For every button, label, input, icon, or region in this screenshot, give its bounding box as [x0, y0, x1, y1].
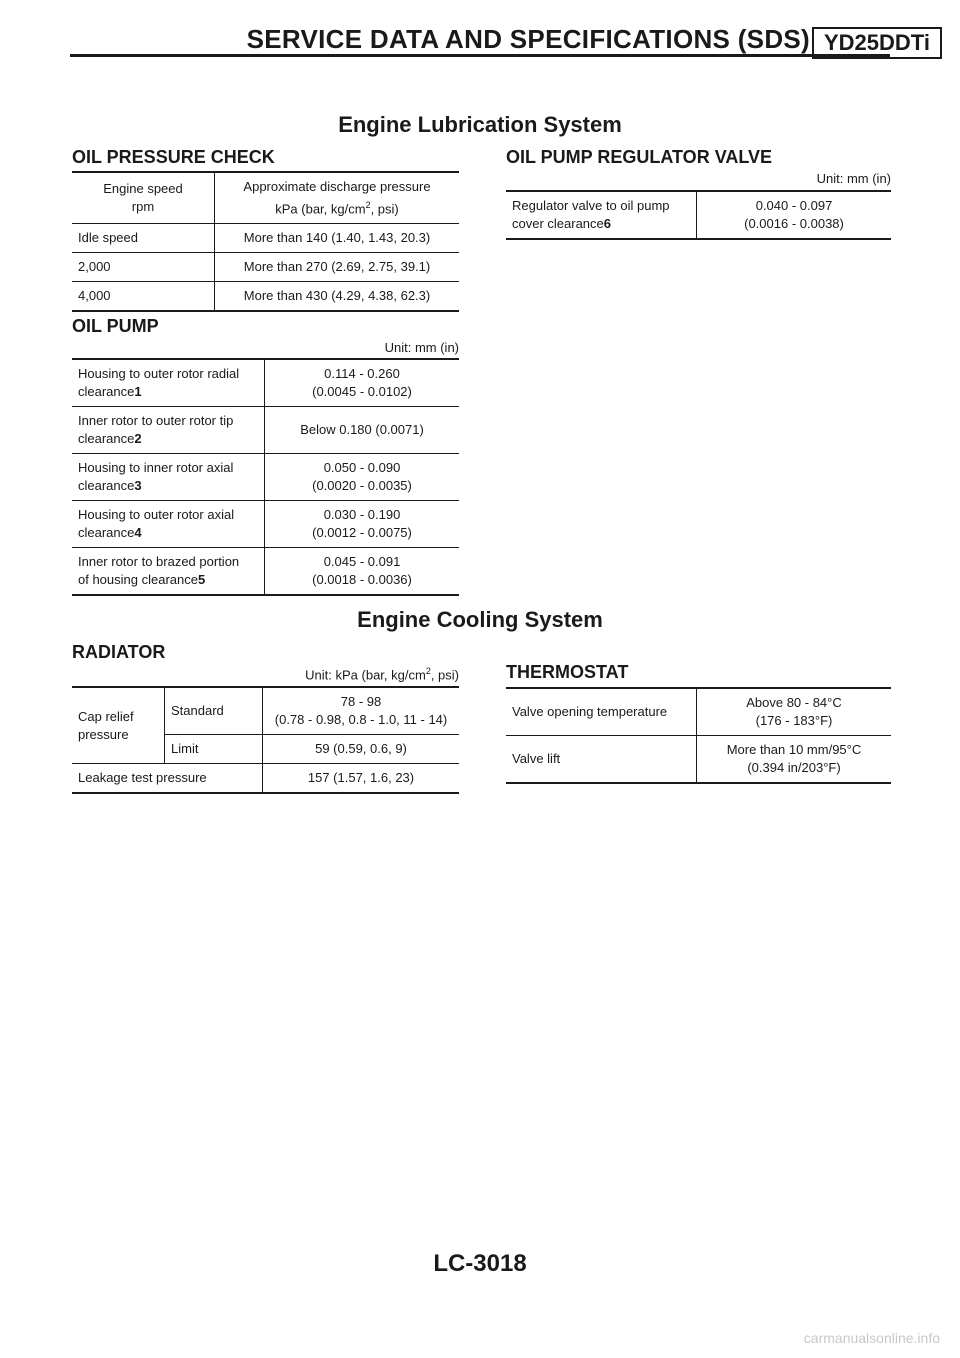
radiator-unit: Unit: kPa (bar, $kg/cm^2$, psi) [305, 666, 459, 683]
leakage-value: 157 (1.57, 1.6, 23) [263, 764, 460, 794]
speed-cell: 2,000 [72, 253, 215, 282]
regulator-valve-unit: Unit: mm (in) [816, 171, 891, 186]
table-row [72, 282, 459, 312]
oil-pump-unit: Unit: mm (in) [384, 340, 459, 355]
standard-label: Standard [165, 687, 263, 735]
pressure-cell: More than 140 (1.40, 1.43, 20.3) [215, 224, 460, 253]
table-row [506, 191, 891, 239]
header-discharge-pressure: Approximate discharge pressure kPa (bar, $kg/cm^2$, psi) [215, 172, 460, 224]
table-row [506, 688, 891, 736]
valve-lift-value: More than 10 mm/95°C (0.394 in/203°F) [697, 736, 892, 784]
oil-pump-item: Housing to outer rotor axial clearance4 [72, 501, 265, 548]
oil-pressure-title: OIL PRESSURE CHECK [72, 147, 275, 167]
header-engine-speed: Engine speed rpm [72, 172, 215, 224]
table-row [72, 501, 459, 548]
table-row [72, 359, 459, 407]
ref-number: 4 [134, 525, 142, 540]
ref-number: 2 [134, 431, 142, 446]
limit-value: 59 (0.59, 0.6, 9) [263, 735, 460, 764]
watermark: carmanualsonline.info [803, 1330, 940, 1346]
regulator-valve-title: OIL PUMP REGULATOR VALVE [506, 147, 773, 167]
cap-relief-label: Cap relief pressure [72, 687, 165, 764]
oil-pressure-table [72, 171, 459, 312]
oil-pump-title: OIL PUMP [72, 316, 159, 336]
valve-opening-value: Above 80 - 84°C (176 - 183°F) [697, 688, 892, 736]
table-row [506, 736, 891, 784]
table-row [72, 764, 459, 794]
lubrication-section-title: Engine Lubrication System [338, 112, 622, 137]
oil-pump-value: 0.050 - 0.090 (0.0020 - 0.0035) [265, 454, 460, 501]
thermostat-title: THERMOSTAT [506, 662, 629, 682]
oil-pump-item: Inner rotor to brazed portion of housing clearance5 [72, 548, 265, 596]
table-row [72, 454, 459, 501]
speed-cell: Idle speed [72, 224, 215, 253]
table-row [72, 253, 459, 282]
regulator-valve-table [506, 190, 891, 240]
ref-number: 3 [134, 478, 142, 493]
radiator-title: RADIATOR [72, 642, 166, 662]
page-number: LC-3018 [433, 1250, 527, 1277]
table-row [72, 407, 459, 454]
radiator-table [72, 686, 459, 794]
regulator-value: 0.040 - 0.097 (0.0016 - 0.0038) [697, 191, 892, 239]
standard-value: 78 - 98 (0.78 - 0.98, 0.8 - 1.0, 11 - 14) [263, 687, 460, 735]
ref-number: 5 [197, 572, 206, 587]
oil-pump-item: Inner rotor to outer rotor tip clearance2 [72, 407, 265, 454]
limit-label: Limit [165, 735, 263, 764]
oil-pump-value: 0.030 - 0.190 (0.0012 - 0.0075) [265, 501, 460, 548]
engine-code-badge: YD25DDTi [812, 27, 942, 59]
table-row [72, 224, 459, 253]
leakage-label: Leakage test pressure [72, 764, 263, 794]
oil-pump-item: Housing to outer rotor radial clearance1 [72, 359, 265, 407]
pressure-cell: More than 270 (2.69, 2.75, 39.1) [215, 253, 460, 282]
oil-pump-table [72, 358, 459, 596]
table-row [72, 548, 459, 596]
valve-opening-label: Valve opening temperature [506, 688, 697, 736]
table-header-row [72, 172, 459, 224]
table-row [72, 687, 459, 735]
regulator-item: Regulator valve to oil pump cover clearance6 [506, 191, 697, 239]
ref-number: 6 [603, 216, 612, 231]
header-rule [70, 54, 890, 57]
oil-pump-value: Below 0.180 (0.0071) [265, 407, 460, 454]
oil-pump-value: 0.045 - 0.091 (0.0018 - 0.0036) [265, 548, 460, 596]
valve-lift-label: Valve lift [506, 736, 697, 784]
thermostat-table [506, 687, 891, 784]
cooling-section-title: Engine Cooling System [357, 607, 603, 632]
ref-number: 1 [134, 384, 142, 399]
oil-pump-item: Housing to inner rotor axial clearance3 [72, 454, 265, 501]
header-title: SERVICE DATA AND SPECIFICATIONS (SDS) [246, 24, 810, 54]
speed-cell: 4,000 [72, 282, 215, 312]
pressure-cell: More than 430 (4.29, 4.38, 62.3) [215, 282, 460, 312]
oil-pump-value: 0.114 - 0.260 (0.0045 - 0.0102) [265, 359, 460, 407]
